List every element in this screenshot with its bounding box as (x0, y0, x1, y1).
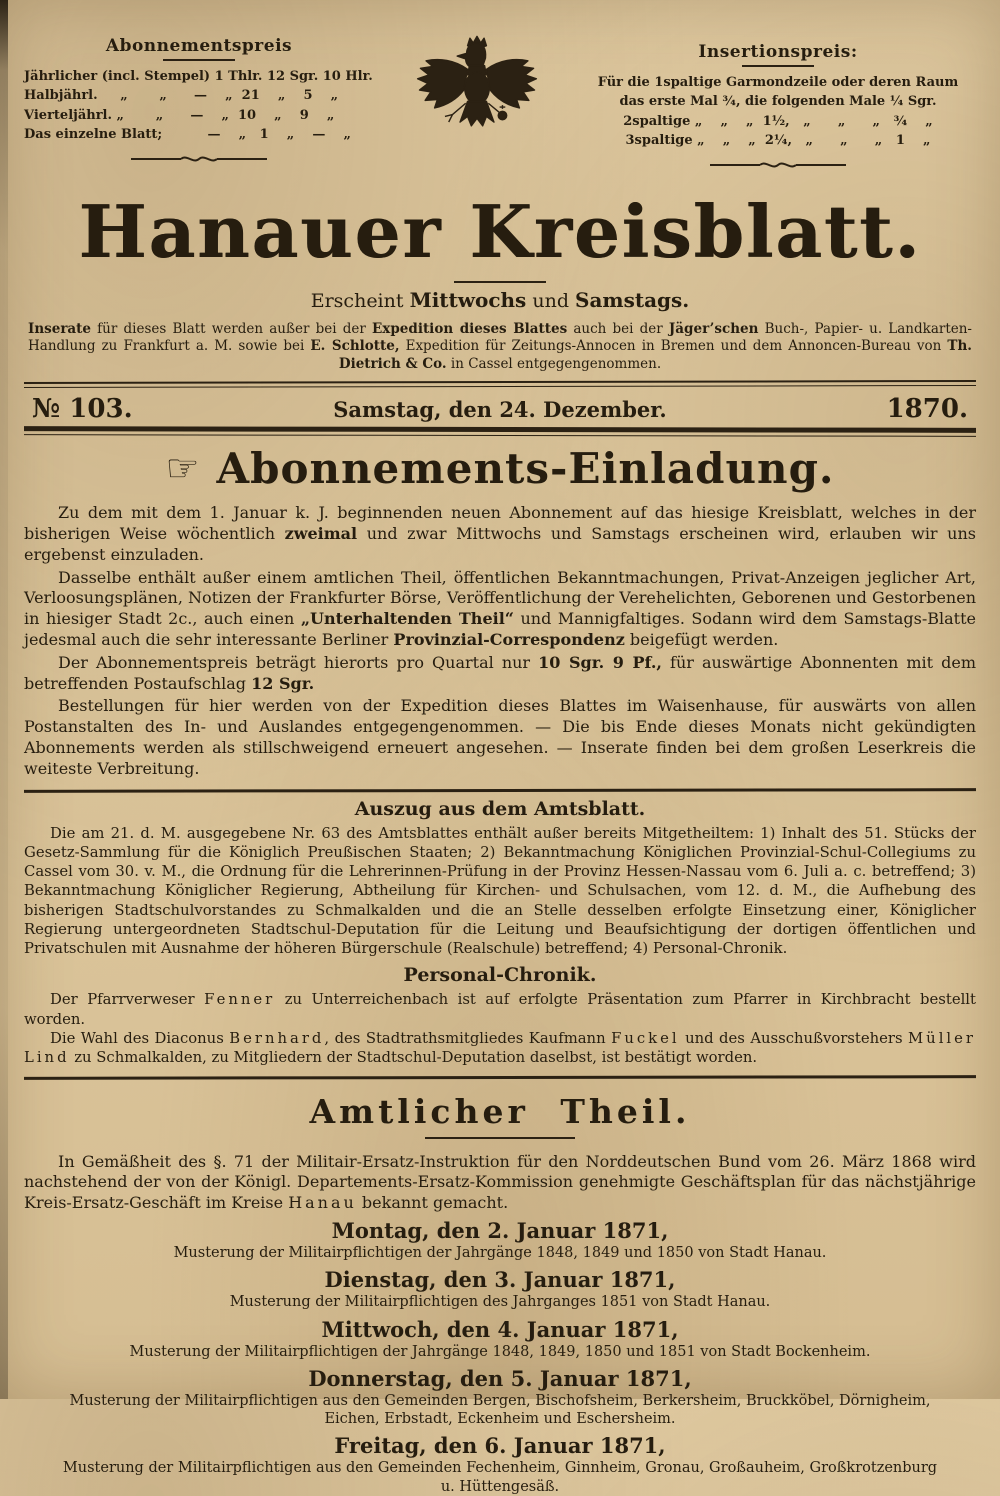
text-segment: beigefügt werden. (624, 630, 779, 650)
braided-knot-icon (129, 153, 269, 165)
text-segment: Inserate (28, 320, 92, 337)
publication-schedule (24, 288, 976, 312)
subscription-price-box (24, 30, 374, 165)
invitation-body (24, 503, 976, 779)
schedule-date: Donnerstag, den 5. Januar 1871, (308, 1365, 692, 1391)
text-segment: Th. Dietrich & Co. (338, 338, 972, 372)
paragraph: Bestellungen für hier werden von der Expedition dieses Blattes im Waisenhause, für auswärts von allen Postanstalten des In- und Auslandes entgegengenommen. — Die bis Ende dieses Monats nicht gekündigten Abonnements werden als stillschweigend erneuert angesehen. — Inserate finden bei dem großen Leserkreis die weiteste Verbreitung. (24, 696, 976, 778)
place-name: Hanau (288, 1192, 357, 1212)
paragraph (24, 990, 976, 1028)
person-name: Fuckel (611, 1029, 680, 1047)
price-row: Vierteljährl. „ „ — „ 10 „ 9 „ (24, 107, 335, 123)
text-segment: In Gemäßheit des §. 71 der Militair-Ersatz-Instruktion für den Norddeutschen Bund vom 26. März 1868 wird nachstehend der von der Königl. Departements-Ersatz-Kommission genehmigte Geschäftsplan für das nächstjährige Kreis-Ersatz-Geschäft im Kreise (24, 1151, 976, 1212)
gazette-body (24, 824, 976, 959)
person-name: Fenner (204, 991, 276, 1009)
text-segment: für dieses Blatt werden außer bei der (91, 320, 373, 337)
paragraph: Die am 21. d. M. ausgegebene Nr. 63 des Amtsblattes enthält außer bereits Mitgetheiltem: 1) Inhalt des 51. Stücks der Gesetz-Sammlung für die Königlich Preußischen Staaten; 2) Bekanntmachung Königlichen Provinzial-Schul-Collegiums zu Cassel vom 30. v. M., die Ordnung für die Lehrerinnen-Prüfung in der Provinz Hessen-Nassau vom 6. Juli a. c. betreffend; 3) Bekanntmachung Königlicher Regierung, Abtheilung für Kirchen- und Schulsachen, vom 12. d. M., die Aufhebung des bisherigen Stadtschulvorstandes zu Schmalkalden und die an Stelle desselben erfolgte Einsetzung einer, Königlicher Regierung untergeordneten Stadtschul-Deputation für die Leitung und Beaufsichtigung der dortigen öffentlichen und Privatschulen mit Ausnahme der höheren Bürgerschule (Realschule) betreffend; 4) Personal-Chronik. (24, 824, 976, 958)
official-gazette-extract-section (24, 798, 976, 959)
section-heading (24, 444, 976, 493)
muster-schedule (24, 1218, 976, 1496)
price-row: Das einzelne Blatt; — „ 1 „ — „ (24, 127, 351, 142)
heading-underline (425, 1137, 575, 1139)
price-row: Für die 1spaltige Garmondzeile oder deren Raum (597, 74, 959, 90)
schedule-date: Freitag, den 6. Januar 1871, (334, 1433, 666, 1459)
section-divider (24, 788, 976, 793)
text-segment: Expedition für Zeitungs-Annocen in Bremen und dem Annoncen-Bureau von (399, 338, 948, 355)
text-segment: auch bei der (567, 320, 669, 337)
schedule-date: Dienstag, den 3. Januar 1871, (324, 1267, 676, 1293)
title-underline (163, 59, 235, 61)
text-segment: 10 Sgr. 9 Pf., (538, 652, 662, 672)
text-segment: und Mannigfaltiges. Sodann wird dem Samstags-Blatte jedesmal auch die sehr interessante Berliner (24, 609, 977, 650)
text-segment: und des Ausschußvorstehers (679, 1029, 909, 1047)
schedule-description: Musterung der Militairpflichtigen aus den Gemeinden Fechenheim, Ginnheim, Gronau, Großauheim, Großkrotzenburg u. Hüttengesäß. (62, 1460, 938, 1495)
text-segment: zu Schmalkalden, zu Mitgliedern der Stadtschul-Deputation daselbst, ist bestätigt worden. (69, 1048, 758, 1066)
text-segment: Provinzial-Correspondenz (393, 630, 625, 650)
issue-date: Samstag, den 24. Dezember. (333, 397, 667, 423)
text-segment: für auswärtige Abonnenten mit dem betreffenden Postaufschlag (24, 652, 977, 693)
text-segment: Erscheint (310, 289, 410, 312)
official-intro (24, 1152, 976, 1213)
section-heading: Auszug aus dem Amtsblatt. (354, 797, 646, 820)
price-row: das erste Mal ¾, die folgenden Male ¼ Sgr. (619, 94, 937, 109)
text-segment: und (526, 289, 576, 312)
schedule-description: Musterung der Militairpflichtigen der Jahrgänge 1848, 1849 und 1850 von Stadt Hanau. (173, 1245, 827, 1262)
text-segment: E. Schlotte, (310, 338, 400, 355)
person-name: Bernhard (229, 1029, 325, 1047)
subscription-price-title: Abonnementspreis (105, 36, 293, 56)
braided-knot-icon (708, 159, 848, 171)
text-segment: Jäger’schen (668, 320, 759, 337)
paragraph (24, 503, 976, 565)
text-segment: Samstags. (575, 287, 690, 312)
insertion-price-box (580, 30, 976, 171)
title-underline (742, 65, 814, 67)
paragraph (24, 1029, 976, 1067)
schedule-date: Montag, den 2. Januar 1871, (331, 1218, 669, 1244)
official-part-section (24, 1092, 976, 1496)
subscription-invitation-section (24, 444, 976, 779)
text-segment: Expedition dieses Blattes (372, 320, 568, 337)
paragraph (24, 1152, 976, 1213)
issue-number: № 103. (32, 394, 133, 425)
text-segment: in Cassel entgegengenommen. (446, 355, 662, 372)
personnel-chronicle-section (24, 964, 976, 1067)
text-segment: zu Unterreichenbach ist auf erfolgte Präsentation zum Pfarrer in Kirchbracht bestellt worden. (24, 991, 976, 1028)
text-segment: Dasselbe enthält außer einem amtlichen Theil, öffentlichen Bekanntmachungen, Privat-Anzeigen jeglicher Art, Verloosungsplänen, Notizen der Frankfurter Börse, Veröffentlichung der Verehelichten, Geborenen und Gestorbenen in hiesiger Stadt 2c., auch einen (24, 567, 976, 629)
paragraph (24, 653, 976, 695)
chronicle-body (24, 990, 976, 1067)
text-segment: , des Stadtrathsmitgliedes Kaufmann (324, 1029, 612, 1047)
title-divider (454, 281, 546, 283)
dateline (24, 387, 976, 427)
schedule-description: Musterung der Militairpflichtigen der Jahrgänge 1848, 1849, 1850 und 1851 von Stadt Bockenheim. (129, 1343, 871, 1360)
text-segment: zweimal (284, 524, 358, 544)
prussian-eagle-icon (411, 30, 543, 152)
person-name: Müller Lind (24, 1029, 976, 1066)
section-divider (24, 1075, 976, 1080)
text-segment: Die Wahl des Diaconus (50, 1029, 230, 1047)
text-segment: Zu dem mit dem 1. Januar k. J. beginnenden neuen Abonnement auf das hiesige Kreisblatt, welches in der bisherigen Weise wöchentlich (24, 503, 976, 544)
section-divider (24, 426, 976, 437)
imprint-note (28, 321, 972, 374)
section-heading: Amtlicher Theil. (309, 1092, 691, 1132)
text-segment: bekannt gemacht. (356, 1192, 509, 1212)
schedule-description: Musterung der Militairpflichtigen des Jahrganges 1851 von Stadt Hanau. (229, 1294, 771, 1311)
masthead-emblem (387, 30, 567, 152)
section-heading: Personal-Chronik. (403, 964, 597, 987)
pointing-hand-icon: ☞ (165, 446, 201, 491)
price-row: Halbjährl. „ „ — „ 21 „ 5 „ (24, 88, 339, 103)
schedule-date: Mittwoch, den 4. Januar 1871, (321, 1316, 679, 1342)
text-segment: Der Abonnementspreis beträgt hierorts pro Quartal nur (58, 652, 539, 672)
price-row: 2spaltige „ „ „ 1½, „ „ „ ¾ „ (623, 113, 933, 129)
heading-text: Abonnements-Einladung. (216, 444, 835, 494)
insertion-price-title: Insertionspreis: (698, 42, 858, 62)
text-segment: und zwar Mittwochs und Samstags erscheinen wird, erlauben wir uns ergebenst einzuladen. (24, 524, 976, 564)
text-segment: Der Pfarrverweser (50, 991, 205, 1009)
paragraph (24, 568, 976, 651)
newspaper-title: Hanauer Kreisblatt. (78, 189, 922, 274)
text-segment: „Unterhaltenden Theil“ (300, 609, 514, 629)
text-segment: Mittwochs (409, 287, 527, 312)
price-row: Jährlicher (incl. Stempel) 1 Thlr. 12 Sgr. 10 Hlr. (24, 68, 373, 84)
schedule-description: Musterung der Militairpflichtigen aus den Gemeinden Bergen, Bischofsheim, Berkersheim, Bruckköbel, Dörnigheim, Eichen, Erbstadt, Eckenheim und Eschersheim. (69, 1392, 931, 1428)
masthead (24, 30, 976, 180)
text-segment: 12 Sgr. (251, 673, 315, 693)
text-segment: Buch-, Papier- u. Landkarten-Handlung zu Frankfurt a. M. sowie bei (28, 320, 972, 355)
price-row: 3spaltige „ „ „ 2¼, „ „ „ 1 „ (625, 133, 931, 148)
issue-year: 1870. (886, 394, 968, 425)
